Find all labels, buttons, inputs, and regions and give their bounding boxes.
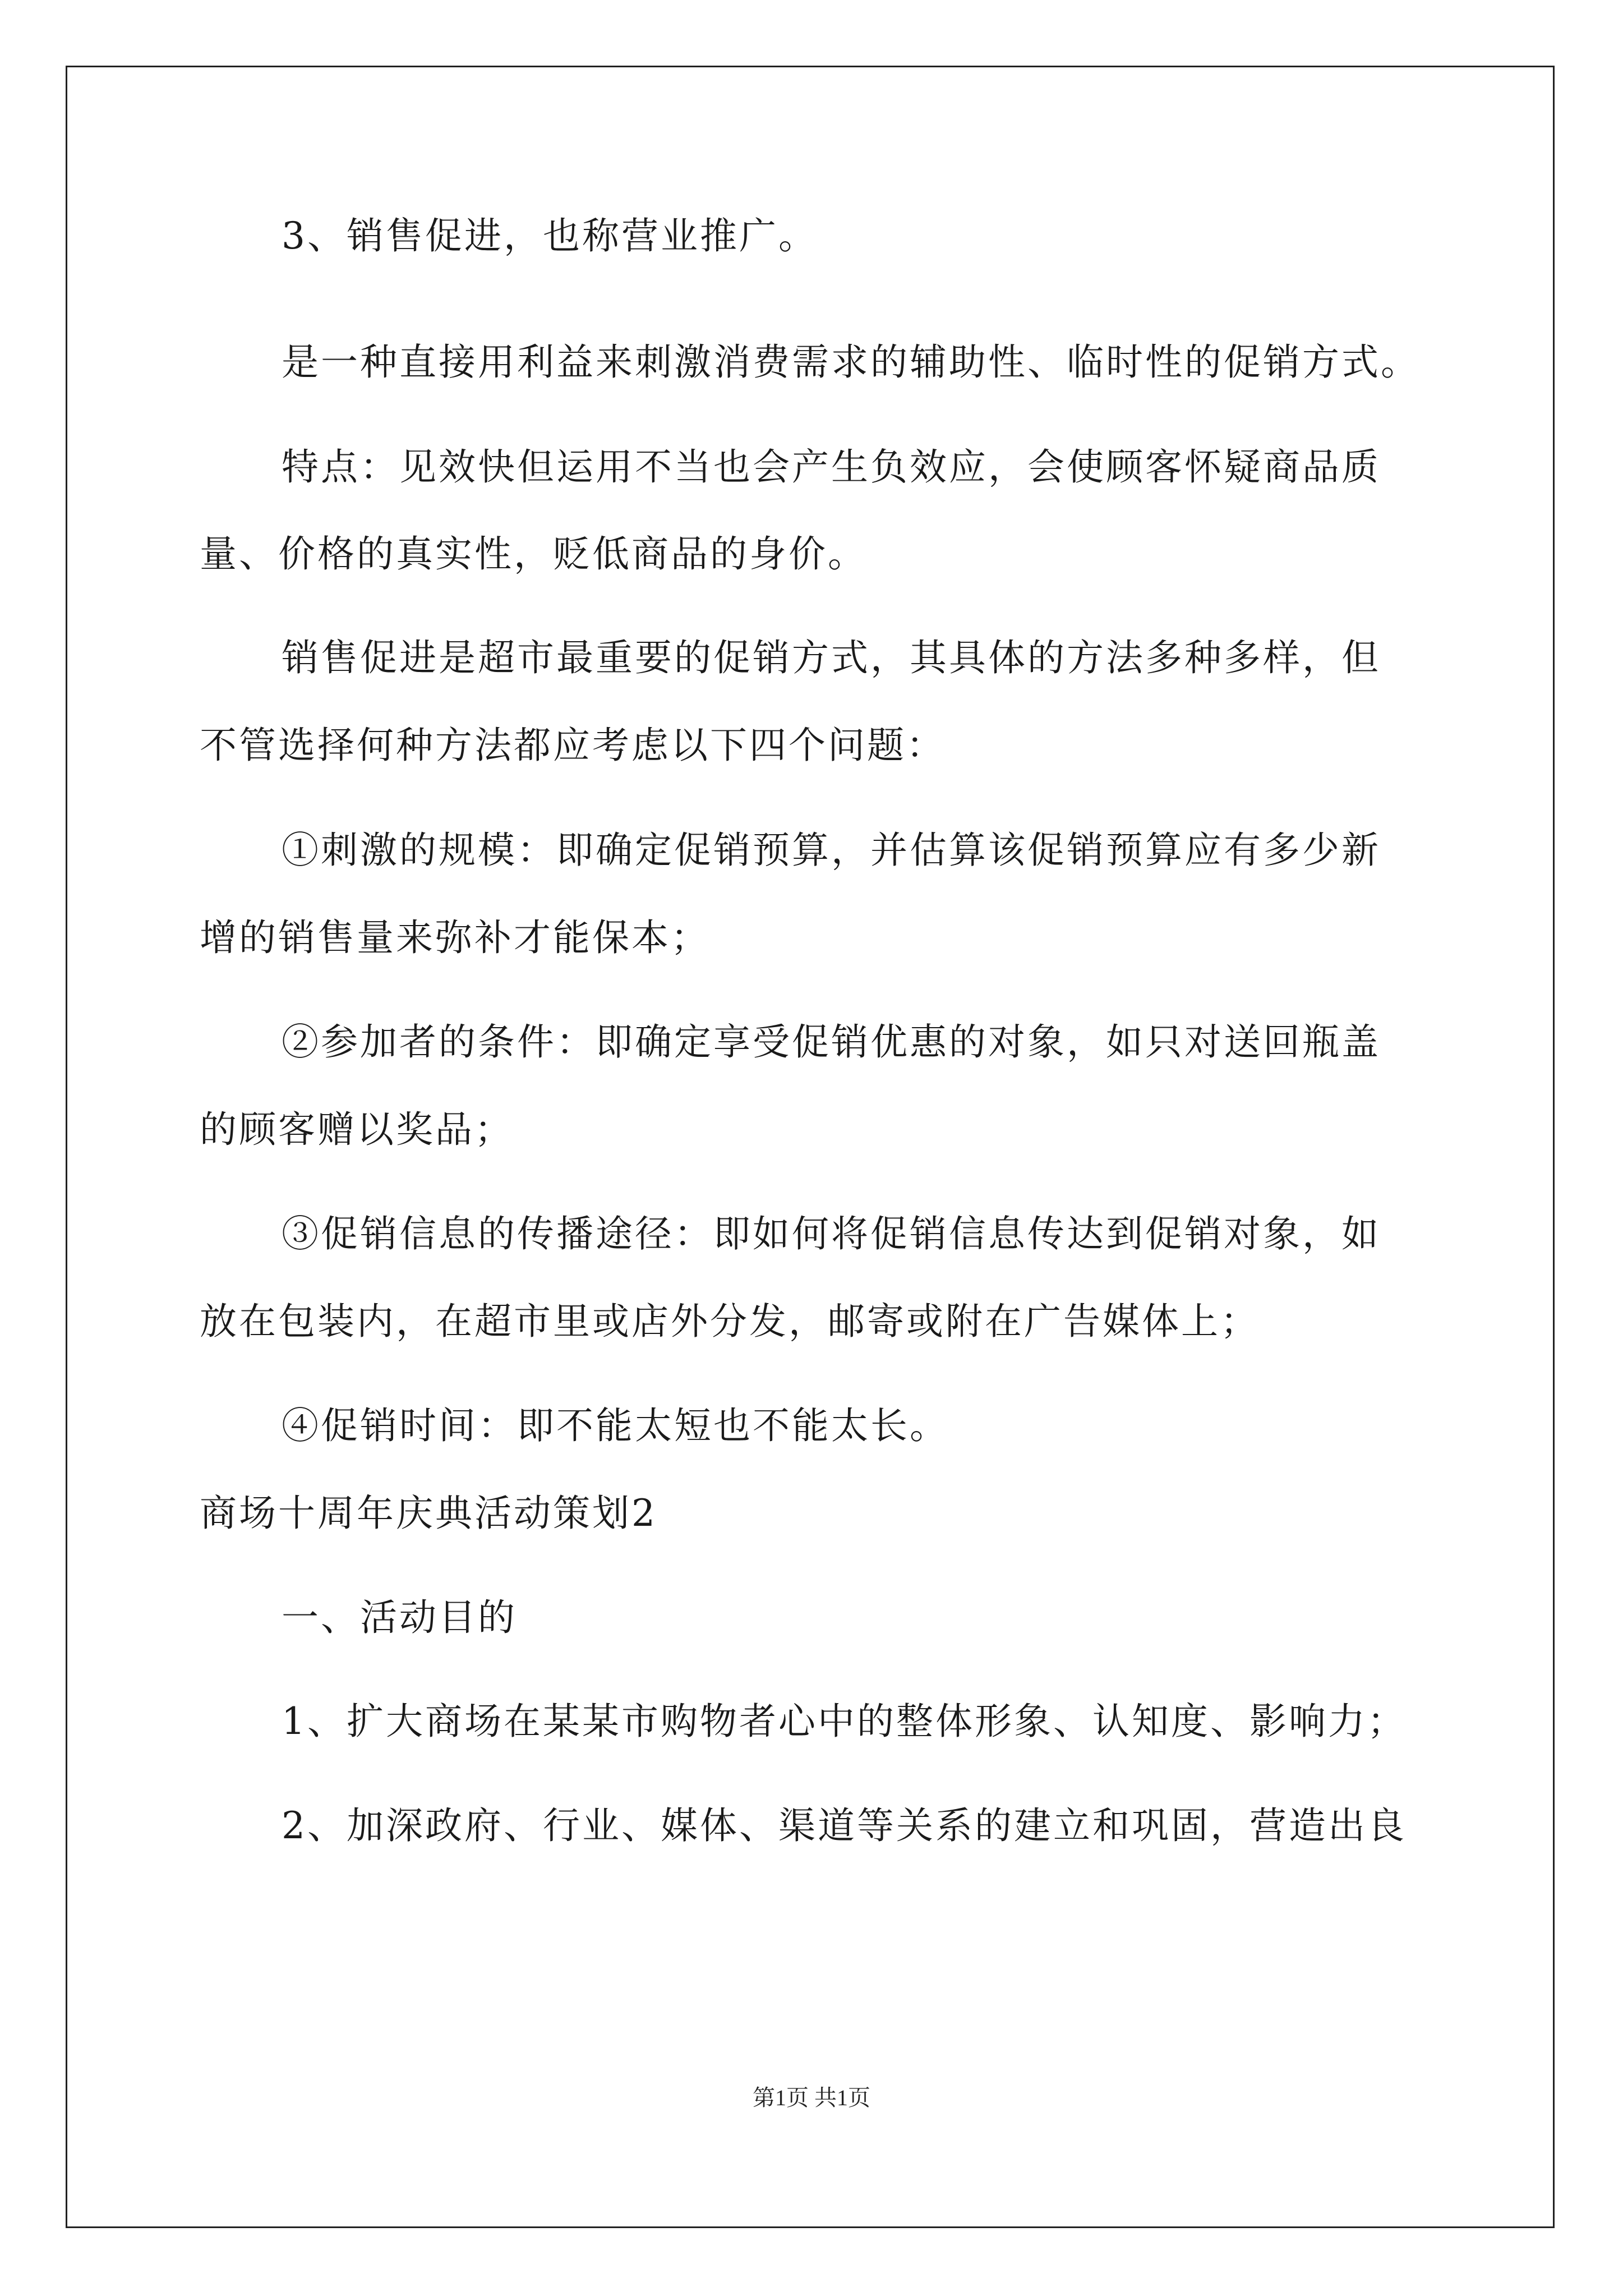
page-footer: 第1页 共1页 — [753, 2085, 870, 2110]
section-heading: 一、活动目的 — [282, 1596, 517, 1639]
paragraph-line: 特点：见效快但运用不当也会产生负效应，会使顾客怀疑商品质 — [282, 445, 1381, 489]
paragraph-line: ①刺激的规模：即确定促销预算，并估算该促销预算应有多少新 — [282, 829, 1381, 872]
paragraph-line: 量、价格的真实性，贬低商品的身价。 — [200, 532, 867, 576]
paragraph-line: ④促销时间：即不能太短也不能太长。 — [282, 1404, 949, 1447]
paragraph-line: 3、销售促进，也称营业推广。 — [282, 214, 818, 257]
paragraph-line: 不管选择何种方法都应考虑以下四个问题： — [200, 724, 946, 767]
paragraph-line: 2、加深政府、行业、媒体、渠道等关系的建立和巩固，营造出良 — [282, 1804, 1407, 1847]
section-title: 商场十周年庆典活动策划2 — [200, 1492, 657, 1535]
paragraph-line: ③促销信息的传播途径：即如何将促销信息传达到促销对象，如 — [282, 1212, 1381, 1255]
paragraph-line: 销售促进是超市最重要的促销方式，其具体的方法多种多样，但 — [282, 636, 1381, 679]
paragraph-line: 增的销售量来弥补才能保本； — [200, 916, 710, 959]
paragraph-line: ②参加者的条件：即确定享受促销优惠的对象，如只对送回瓶盖 — [282, 1020, 1381, 1064]
paragraph-line: 放在包装内，在超市里或店外分发，邮寄或附在广告媒体上； — [200, 1300, 1260, 1343]
paragraph-line: 的顾客赠以奖品； — [200, 1108, 514, 1151]
paragraph-line: 1、扩大商场在某某市购物者心中的整体形象、认知度、影响力； — [282, 1700, 1407, 1743]
paragraph-line: 是一种直接用利益来刺激消费需求的辅助性、临时性的促销方式。 — [282, 341, 1420, 384]
